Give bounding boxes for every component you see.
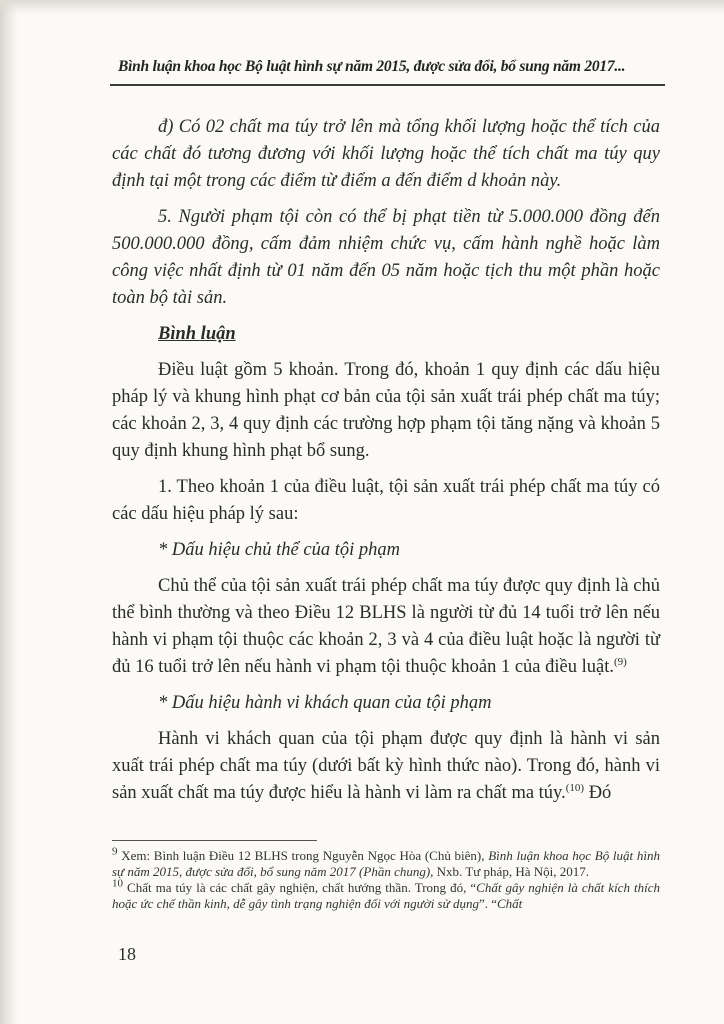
scan-shadow-top bbox=[0, 0, 724, 14]
footnote-10 bbox=[112, 877, 660, 912]
page-number: 18 bbox=[118, 944, 136, 964]
footnote-10-text: Chất ma túy là các chất gây nghiện, chất hướng thần. Trong đó, “ bbox=[123, 880, 477, 895]
footnote-9-text: Xem: Bình luận Điều 12 BLHS trong Nguyễn Ngọc Hòa (Chủ biên), bbox=[117, 848, 489, 863]
footnote-9-publisher: , Nxb. Tư pháp, Hà Nội, 2017. bbox=[430, 864, 589, 879]
paragraph-objective-act-tail: Đó bbox=[584, 783, 612, 803]
item-d-paragraph: đ) Có 02 chất ma túy trở lên mà tổng khối lượng hoặc thể tích của các chất đó tương đương với khối lượng hoặc thể tích chất ma túy quy định tại một trong các điểm từ điểm a đến điểm d khoản này. bbox=[112, 117, 660, 191]
paragraph-objective-act-text: Hành vi khách quan của tội phạm được quy định là hành vi sản xuất trái phép chất ma túy (dưới bất kỳ hình thức nào). Trong đó, hành vi sản xuất chất ma túy được hiểu là hành vi làm ra chất ma túy. bbox=[112, 729, 660, 803]
scan-shadow-left bbox=[0, 0, 18, 1024]
paragraph-overview: Điều luật gồm 5 khoản. Trong đó, khoản 1 quy định các dấu hiệu pháp lý và khung hình phạt cơ bản của tội sản xuất trái phép chất ma túy; các khoản 2, 3, 4 quy định các trường hợp phạm tội tăng nặng và khoản 5 quy định khung hình phạt bổ sung. bbox=[112, 360, 660, 461]
footnote-9-title: Bình luận khoa học Bộ luật hình sự năm 2015, được sửa đổi, bổ sung năm 2017 (Phần chung) bbox=[112, 848, 660, 879]
footnote-9 bbox=[112, 845, 660, 880]
clause-5-paragraph: 5. Người phạm tội còn có thể bị phạt tiền từ 5.000.000 đồng đến 500.000.000 đồng, cấm đảm nhiệm chức vụ, cấm hành nghề hoặc làm công việc nhất định từ 01 năm đến 05 năm hoặc tịch thu một phần hoặc toàn bộ tài sản. bbox=[112, 207, 660, 308]
footnote-separator bbox=[112, 840, 317, 841]
header-rule bbox=[110, 84, 665, 86]
footnote-ref-10[interactable]: (10) bbox=[565, 781, 585, 794]
paragraph-subject-text: Chủ thể của tội sản xuất trái phép chất ma túy được quy định là chủ thể bình thường và theo Điều 12 BLHS là người từ đủ 14 tuổi trở lên nếu hành vi phạm tội thuộc các khoản 2, 3 và 4 của điều luật hoặc là người từ đủ 16 tuổi trở lên nếu hành vi phạm tội thuộc khoản 1 của điều luật. bbox=[112, 576, 660, 677]
running-header: Bình luận khoa học Bộ luật hình sự năm 2015, được sửa đổi, bổ sung năm 2017... bbox=[118, 58, 626, 75]
paragraph-clause-1: 1. Theo khoản 1 của điều luật, tội sản xuất trái phép chất ma túy có các dấu hiệu pháp lý sau: bbox=[112, 477, 660, 524]
footnote-10-text-2: ”. “ bbox=[478, 896, 497, 911]
footnote-ref-9[interactable]: (9) bbox=[613, 655, 627, 668]
footnote-9-marker: 9 bbox=[112, 845, 118, 858]
subheading-subject: * Dấu hiệu chủ thể của tội phạm bbox=[158, 540, 400, 560]
footnote-10-marker: 10 bbox=[112, 877, 123, 890]
body-text bbox=[112, 114, 660, 807]
paragraph-objective-act bbox=[112, 726, 660, 807]
subheading-objective-act: * Dấu hiệu hành vi khách quan của tội phạm bbox=[158, 693, 492, 713]
footnotes bbox=[112, 845, 660, 912]
commentary-heading: Bình luận bbox=[158, 324, 236, 344]
paragraph-subject bbox=[112, 573, 660, 681]
footnote-10-quote-2: Chất bbox=[497, 896, 523, 911]
footnote-10-quote: Chất gây nghiện là chất kích thích hoặc ức chế thần kinh, dễ gây tình trạng nghiện đối với người sử dụng bbox=[112, 880, 660, 911]
